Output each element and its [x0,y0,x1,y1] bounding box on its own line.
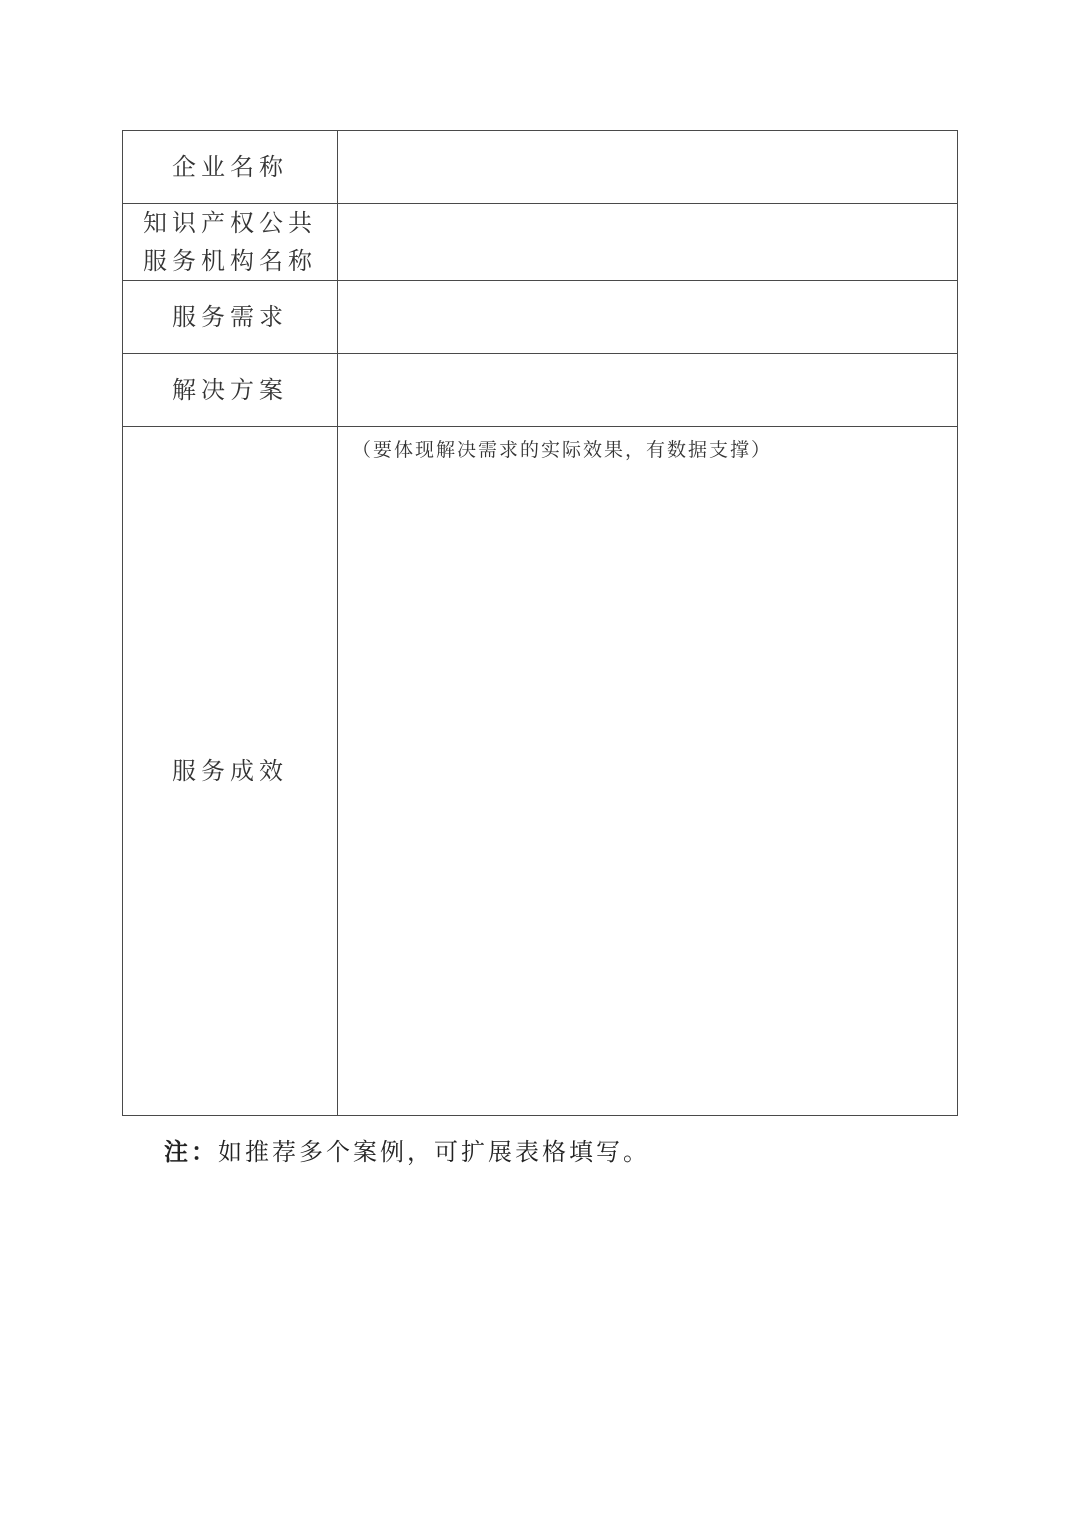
label-solution [123,354,338,427]
label-line: 服务成效 [172,757,288,785]
label-line: 服务需求 [172,303,288,331]
label-line: 企业名称 [172,153,288,181]
field-ip-service-org[interactable] [338,204,958,281]
label-line: 服务机构名称 [143,247,317,275]
field-company-name[interactable] [338,131,958,204]
field-service-demand[interactable] [338,281,958,354]
case-form-table [122,130,958,1116]
footnote-prefix: 注： [164,1138,218,1166]
label-company-name [123,131,338,204]
label-line: 解决方案 [172,376,288,404]
form-row-ip-service-org [123,204,958,281]
label-line: 知识产权公共 [143,209,317,237]
field-solution[interactable] [338,354,958,427]
form-row-solution [123,354,958,427]
label-service-outcome [123,427,338,1116]
footnote-text: 如推荐多个案例，可扩展表格填写。 [218,1138,650,1166]
label-ip-service-org [123,204,338,281]
field-service-outcome[interactable] [338,427,958,1116]
form-row-company-name [123,131,958,204]
form-row-service-demand [123,281,958,354]
service-outcome-hint: （要体现解决需求的实际效果，有数据支撑） [352,439,773,461]
form-row-service-outcome [123,427,958,1116]
footnote [164,1132,650,1167]
label-service-demand [123,281,338,354]
